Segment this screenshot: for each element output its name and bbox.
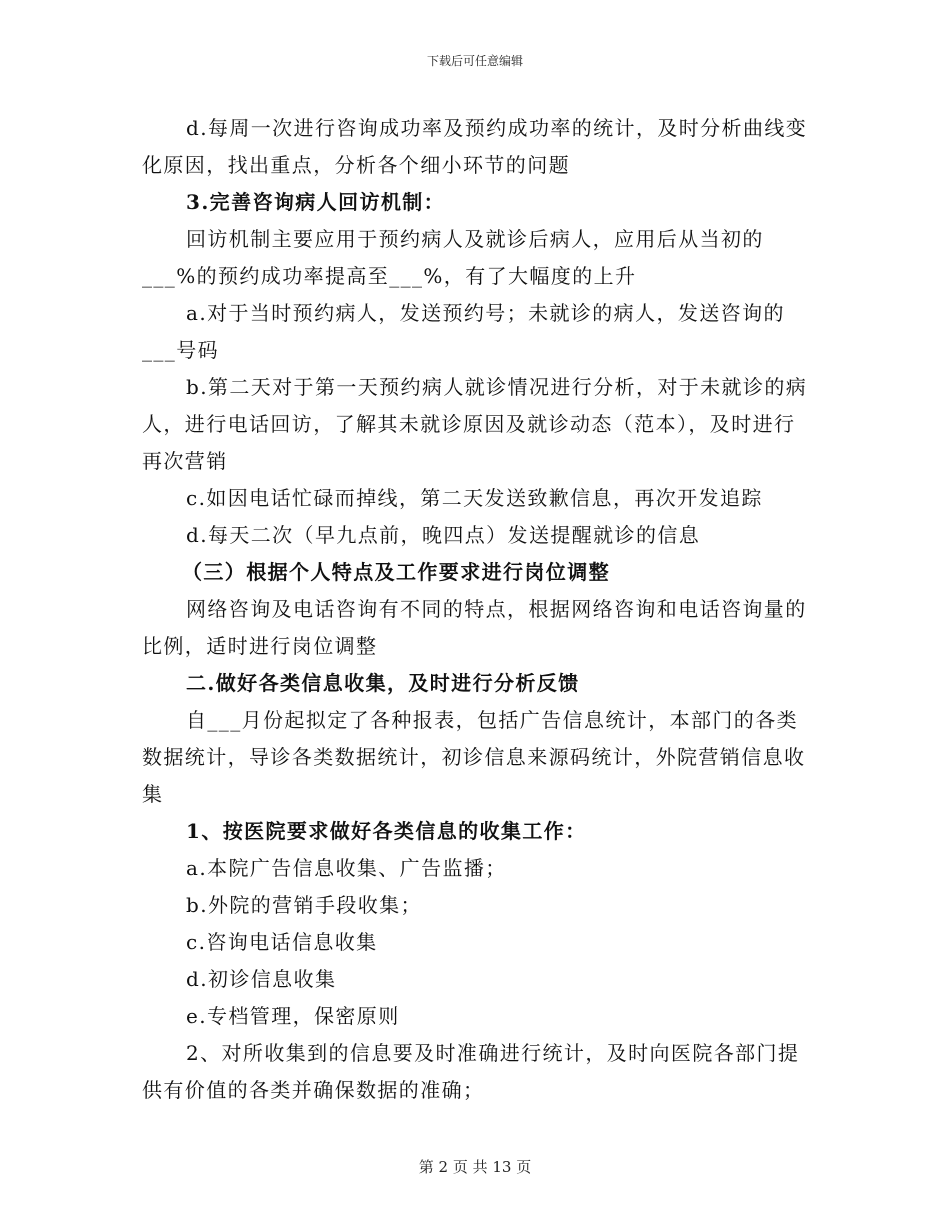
page-header: 下载后可任意编辑 bbox=[426, 54, 523, 68]
paragraph-statistics: 2、对所收集到的信息要及时准确进行统计，及时向医院各部门提供有价值的各类并确保数据的准确； bbox=[142, 1041, 800, 1102]
heading-collection-work: 1、按医院要求做好各类信息的收集工作： bbox=[186, 819, 587, 843]
list-item-e: e.专档管理，保密原则 bbox=[186, 1004, 400, 1028]
list-item-b: b.外院的营销手段收集； bbox=[186, 893, 422, 917]
paragraph-followup-intro: 回访机制主要应用于预约病人及就诊后病人，应用后从当初的___%的预约成功率提高至___%，有了大幅度的上升 bbox=[142, 227, 764, 288]
list-item-d: d.初诊信息收集 bbox=[186, 967, 337, 991]
paragraph-b-phone-followup: b.第二天对于第一天预约病人就诊情况进行分析，对于未就诊的病人，进行电话回访，了解其未就诊原因及就诊动态（范本），及时进行再次营销 bbox=[142, 375, 808, 473]
paragraph-reports: 自___月份起拟定了各种报表，包括广告信息统计，本部门的各类数据统计，导诊各类数据统计，初诊信息来源码统计，外院营销信息收集 bbox=[142, 708, 806, 806]
paragraph-d-weekly-stats: d.每周一次进行咨询成功率及预约成功率的统计，及时分析曲线变化原因，找出重点，分析各个细小环节的问题 bbox=[142, 116, 808, 177]
page-number-footer: 第 2 页 共 13 页 bbox=[418, 1158, 532, 1176]
list-item-c: c.咨询电话信息收集 bbox=[186, 930, 378, 954]
paragraph-d-reminder: d.每天二次（早九点前，晚四点）发送提醒就诊的信息 bbox=[186, 523, 701, 547]
paragraph-c-apology-message: c.如因电话忙碌而掉线，第二天发送致歉信息，再次开发追踪 bbox=[186, 486, 763, 510]
heading-position-adjustment: （三）根据个人特点及工作要求进行岗位调整 bbox=[182, 560, 610, 584]
list-item-a: a.本院广告信息收集、广告监播； bbox=[186, 856, 507, 880]
heading-followup-mechanism: 3.完善咨询病人回访机制： bbox=[186, 190, 446, 214]
document-body bbox=[142, 108, 810, 1109]
paragraph-a-appointment-number: a.对于当时预约病人，发送预约号；未就诊的病人，发送咨询的___号码 bbox=[142, 301, 785, 362]
paragraph-position-adjustment: 网络咨询及电话咨询有不同的特点，根据网络咨询和电话咨询量的比例，适时进行岗位调整 bbox=[142, 597, 807, 658]
heading-info-collection: 二.做好各类信息收集，及时进行分析反馈 bbox=[186, 671, 580, 695]
